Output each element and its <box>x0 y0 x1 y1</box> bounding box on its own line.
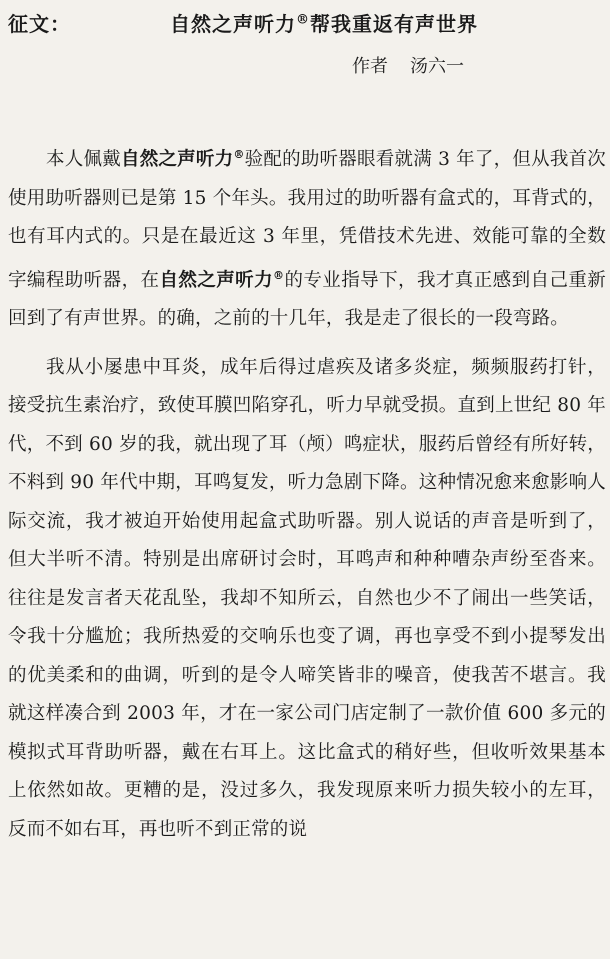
title-registered-mark: ® <box>296 12 310 28</box>
p1-text-b: 验配的助听器眼看就满 3 年了，但从我首次使用助听器则已是第 15 个年头。我用过的助听器有盒式的，耳背式的，也有耳内式的。只是在最近这 3 年里，凭借技术先进、效能可靠的全数字编程助听器，在 <box>8 149 607 291</box>
byline-name: 汤六一 <box>410 56 464 77</box>
p1-text-c: 的专业指导下，我才真正感到自己重新回到了有声世界。的确，之前的十几年，我是走了很长的一段弯路。 <box>8 269 607 330</box>
article-title <box>170 8 478 37</box>
p1-registered-mark-1: ® <box>233 148 245 161</box>
p1-brand-2: 自然之声听力 <box>159 269 274 291</box>
p1-text-a: 本人佩戴 <box>46 149 121 171</box>
byline <box>352 52 464 78</box>
column-label: 征文： <box>8 12 71 36</box>
title-brand: 自然之声听力 <box>170 12 296 36</box>
p1-registered-mark-2: ® <box>273 268 285 282</box>
paragraph-1 <box>8 136 606 339</box>
paragraph-2: 我从小屡患中耳炎，成年后得过虐疾及诸多炎症，频频服药打针，接受抗生素治疗，致使耳膜凹陷穿孔，听力早就受损。直到上世纪 80 年代，不到 60 岁的我，就出现了耳（颅）鸣症状，服药后曾经有所好转，不料到 90 年代中期，耳鸣复发，听力急剧下降。这种情况愈来愈影响人际交流，我才被迫开始使用起盒式助听器。别人说话的声音是听到了，但大半听不清。特别是出席研讨会时，耳鸣声和种种嘈杂声纷至沓来。往往是发言者天花乱坠，我却不知所云，自然也少不了闹出一些笑话，令我十分尴尬；我所热爱的交响乐也变了调，再也享受不到小提琴发出的优美柔和的曲调，听到的是令人啼笑皆非的噪音，使我苦不堪言。我就这样凑合到 2003 年，才在一家公司门店定制了一款价值 600 多元的模拟式耳背助听器，戴在右耳上。这比盒式的稍好些，但收听效果基本上依然如故。更糟的是，没过多久，我发现原来听力损失较小的左耳，反而不如右耳，再也听不到正常的说 <box>8 356 606 840</box>
article-body <box>8 136 606 859</box>
title-rest: 帮我重返有声世界 <box>310 12 478 36</box>
byline-role: 作者 <box>352 56 388 77</box>
p1-brand-1: 自然之声听力 <box>120 149 234 171</box>
